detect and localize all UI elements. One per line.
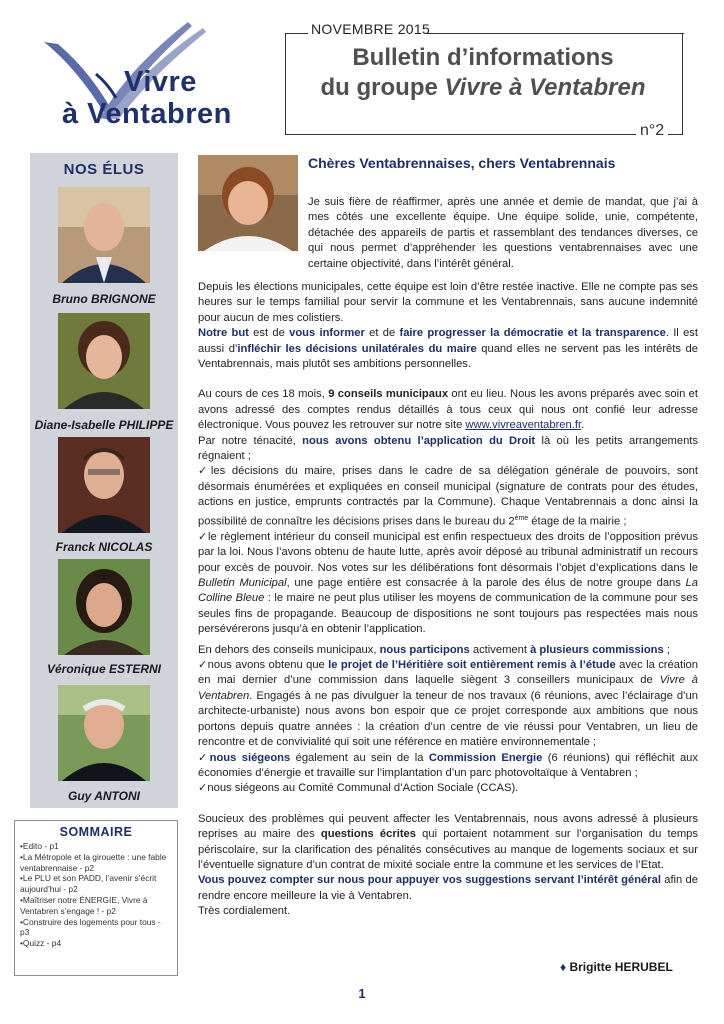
elus-sidebar bbox=[30, 153, 178, 808]
title-prefix: du groupe bbox=[320, 74, 445, 101]
logo-line1: Vivre bbox=[124, 66, 197, 98]
author-photo bbox=[198, 155, 298, 251]
paragraph-ccas: ✓nous siégeons au Comité Communal d’Action Sociale (CCAS). bbox=[198, 782, 519, 795]
paragraph-questions: Soucieux des problèmes qui peuvent affecter les Ventabrennais, nous avons adressé à plusieurs reprises au maire des questions écrites qui portaient notamment sur l’organisation du temps périscolaire, sur la clarification des pénalités consécutives au manque de logements sociaux et sur l’éventuelle signature d’un contrat de mixité sociale entre la commune et les services de l’Etat. bbox=[198, 812, 698, 871]
elus-title: NOS ÉLUS bbox=[63, 161, 145, 178]
issue-number: n°2 bbox=[636, 122, 668, 140]
paragraph-reglement: ✓le règlement intérieur du conseil municipal est enfin respectueux des droits de l’opposition prévus par la loi. Nous l’avons obtenu de haute lutte, après avoir déposé au tribunal administratif un recours pour excès de pouvoir. Nos votes sur les délibérations font désormais l’objet d’explications dans le Bulletin Municipal, une page entière est consacrée à la parole des élus de notre groupe dans La Colline Bleue : le maire ne peut plus utiliser les moyens de communication de la commune pour ses seules fins de propagande. Beaucoup de dispositions ne sont toujours pas respectées mais nous persévérerons jusqu’à en obtenir l’application. bbox=[198, 530, 698, 636]
sommaire-title: SOMMAIRE bbox=[59, 825, 133, 839]
paragraph-tenacity: Par notre ténacité, nous avons obtenu l’application du Droit là où les petits arrangements régnaient ; bbox=[198, 434, 699, 463]
paragraph-closing: Très cordialement. bbox=[198, 905, 291, 918]
paragraph-heritiere: ✓nous avons obtenu que le projet de l’Héritière soit entièrement remis à l’étude avec la création en mai dernier d’une commission dans laquelle siègent 3 conseillers municipaux de Vivre à Ventabren. Engagés à ne pas divulguer la teneur de nos travaux (6 réunions, avec l’éclairage d’un architecte-urbaniste) nous avons bon espoir que ce projet corresponde aux ambitions que nous portons depuis quatre années : la création d’un centre de vie réussi pour Ventabren, un lieu de rencontre et de convivialité qui soit une référence en matière environnementale ; bbox=[198, 659, 698, 749]
article-paragraph-1 bbox=[308, 195, 698, 272]
sommaire-list bbox=[20, 841, 172, 949]
elu-name-3: Franck NICOLAS bbox=[55, 540, 153, 554]
logo bbox=[38, 14, 248, 132]
sommaire-item[interactable]: •Maîtriser notre ÉNERGIE, Vivre à Ventabren s’engage ! - p2 bbox=[20, 894, 148, 916]
paragraph-councils: Au cours de ces 18 mois, 9 conseils municipaux ont eu lieu. Nous les avons préparés avec soin et avons adressé des comptes rendus détaillés à tous ceux qui nous ont confié leur adresse électronique. Vous pouvez les retrouver sur notre site www.vivreaventabren.fr. bbox=[198, 388, 699, 432]
bulletin-title-line1: Bulletin d’informations bbox=[352, 44, 614, 71]
sommaire-item[interactable]: •La Métropole et la girouette : une fable ventabrennaise - p2 bbox=[20, 851, 167, 873]
paragraph-goal: Notre but est de vous informer et de faire progresser la démocratie et la transparence. Il est aussi d’infléchir les décisions unilatérales du maire quand elles ne servent pas les intérêts de Ventabrennais, mais plutôt ses ambitions personnelles. bbox=[198, 327, 698, 371]
elu-photo-4 bbox=[58, 559, 150, 655]
elu-photo-3 bbox=[58, 437, 150, 533]
sommaire-item[interactable]: •Construire des logements pour tous - p3 bbox=[20, 916, 161, 938]
paragraph-energie: ✓nous siégeons également au sein de la Commission Energie (6 réunions) qui réfléchit aux économies d’énergie et travaille sur l’implantation d’un parc photovoltaïque à Ventabren ; bbox=[198, 751, 698, 779]
elu-name-2: Diane-Isabelle PHILIPPE bbox=[34, 418, 174, 432]
elu-photo-5 bbox=[58, 685, 150, 781]
diamond-icon: ♦ bbox=[560, 960, 567, 974]
elu-photo-2 bbox=[58, 313, 150, 409]
paragraph-decisions: ✓les décisions du maire, prises dans le cadre de sa délégation générale de pouvoirs, sont désormais énumérées et expliquées en conseil municipal (signature de contrats pour des études, actions en justice, emprunts contractés par la Commune). Chaque Ventabrennais a donc ainsi la possibilité de connaître les décisions prises dans le bureau du 2ème étage de la mairie ; bbox=[198, 465, 698, 528]
article-body bbox=[198, 280, 698, 920]
logo-line2: à Ventabren bbox=[62, 98, 232, 130]
header-month: NOVEMBRE 2015 bbox=[311, 21, 431, 37]
elu-name-1: Bruno BRIGNONE bbox=[52, 292, 156, 306]
sommaire-item[interactable]: •Edito - p1 bbox=[20, 841, 59, 851]
paragraph-elections: Depuis les élections municipales, cette équipe est loin d’être restée inactive. Elle ne compte pas ses heures sur le temps familial pour servir la commune et les Ventabrennais, sans aucune indemnité pour aucun de mes colistiers. bbox=[198, 281, 698, 324]
signature bbox=[560, 960, 673, 974]
sommaire-item[interactable]: •Le PLU et son PADD, l’avenir s’écrit aujourd’hui - p2 bbox=[20, 873, 157, 895]
title-group-name: Vivre à Ventabren bbox=[444, 74, 646, 101]
paragraph-support: Vous pouvez compter sur nous pour appuyer vos suggestions servant l’intérêt général afin de rendre encore meilleure la vie à Ventabren. bbox=[198, 874, 698, 902]
website-link[interactable]: www.vivreaventabren.fr bbox=[465, 419, 582, 432]
article-greeting: Chères Ventabrennaises, chers Ventabrennais bbox=[308, 155, 616, 171]
elu-name-4: Véronique ESTERNI bbox=[46, 662, 162, 676]
paragraph-commissions: En dehors des conseils municipaux, nous participons activement à plusieurs commissions ; bbox=[198, 643, 670, 656]
paragraph-intro: Je suis fière de réaffirmer, après une année et demie de mandat, que j’ai à mes côtés une excellente équipe. Une équipe solide, unie, compétente, détachée des appareils de partis et rassemblant des tendances diverses, ce qui nous permet d’appréhender les questions ventabrennaises avec une certaine objectivité, dans l’intérêt général. bbox=[308, 196, 698, 270]
sommaire-box bbox=[14, 820, 178, 976]
page-number: 1 bbox=[358, 986, 366, 1001]
sommaire-item[interactable]: •Quizz - p4 bbox=[20, 938, 62, 949]
elu-name-5: Guy ANTONI bbox=[67, 789, 140, 803]
bulletin-title-line2 bbox=[285, 74, 681, 102]
signature-name: Brigitte HERUBEL bbox=[569, 960, 673, 974]
elu-photo-1 bbox=[58, 187, 150, 283]
